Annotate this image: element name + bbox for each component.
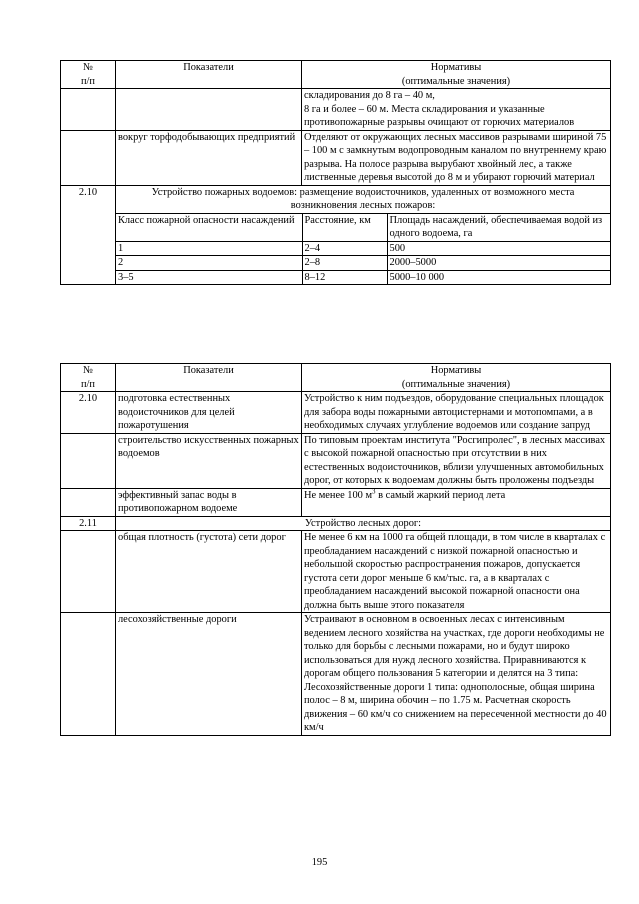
subtable-header-row — [116, 213, 610, 241]
table-row — [61, 89, 611, 131]
table-row — [61, 613, 611, 736]
row-indicator — [116, 89, 302, 131]
row-num: 2.11 — [61, 516, 116, 531]
subtable-cell: 5000–10 000 — [387, 270, 610, 284]
row-num — [61, 433, 116, 488]
subtable-cell: 2 — [116, 256, 302, 271]
cubic-superscript: 3 — [372, 487, 376, 496]
row-num: 2.10 — [61, 392, 116, 434]
header-indicators: Показатели — [116, 61, 302, 89]
subtable-cell: 500 — [387, 241, 610, 256]
table-row — [61, 488, 611, 516]
norm-text-post: в самый жаркий период лета — [375, 489, 506, 501]
row-indicator: подготовка естественных водоисточников для целей пожаротушения — [116, 392, 302, 434]
row-norm: Отделяют от окружающих лесных массивов разрывами шириной 75 – 100 м с замкнутым водопроводным каналом по внутреннему краю разрыва. На полосе разрыва вырубают хвойный лес, а также лиственные деревья высотой до 8 м и убирают горючий материал — [302, 130, 611, 185]
row-indicator: строительство искусственных пожарных водоемов — [116, 433, 302, 488]
row-norm: Устраивают в основном в освоенных лесах с интенсивным ведением лесного хозяйства на участках, где дороги необходимы не только для борьбы с лесными пожарами, но и будут широко использоваться для нужд лесного хозяйства. Приравниваются к дорогам общего пользования 5 категории и делятся на 3 типа: Лесохозяйственные дороги 1 типа: однополосные, общая ширина полос – 8 м, ширина обочин – по 1.75 м. Расчетная скорость движения – 60 км/ч со снижением на пересеченной местности до 40 км/ч — [302, 613, 611, 736]
norms-table-1 — [60, 60, 611, 285]
table-row — [61, 392, 611, 434]
row-num — [61, 488, 116, 516]
subtable-cell: 2–8 — [302, 256, 387, 271]
page-number: 195 — [311, 857, 328, 868]
subtable-cell: 8–12 — [302, 270, 387, 284]
norm-text-pre: Не менее 100 м — [304, 489, 373, 501]
header-norms: Нормативы (оптимальные значения) — [302, 364, 611, 392]
header-norms: Нормативы (оптимальные значения) — [302, 61, 611, 89]
subtable-row — [116, 241, 610, 256]
row-norm: Устройство к ним подъездов, оборудование специальных площадок для забора воды пожарными автоцистернами и мотопомпами, а в необходимых случаях углубление водоемов или создание запруд — [302, 392, 611, 434]
water-sources-subtable — [116, 213, 610, 285]
header-indicators: Показатели — [116, 364, 302, 392]
row-indicator: общая плотность (густота) сети дорог — [116, 531, 302, 613]
table-row — [61, 433, 611, 488]
row-indicator: эффективный запас воды в противопожарном водоеме — [116, 488, 302, 516]
row-num — [61, 130, 116, 185]
row-norm: По типовым проектам института "Росгипролес", в лесных массивах с высокой пожарной опасностью при отсутствии в них естественных водоисточников, вблизи улучшенных автомобильных дорог, от которых к водоемам должны быть проложены подъезды — [302, 433, 611, 488]
row-num — [61, 613, 116, 736]
row-norm — [302, 488, 611, 516]
row-num: 2.10 — [61, 185, 116, 285]
table-row-2-10 — [61, 185, 611, 285]
header-num: № п/п — [61, 61, 116, 89]
subtable-cell: 2000–5000 — [387, 256, 610, 271]
subtable-header-distance: Расстояние, км — [302, 213, 387, 241]
row-2-10-content — [116, 185, 611, 285]
subtable-cell: 2–4 — [302, 241, 387, 256]
table-row — [61, 531, 611, 613]
row-num — [61, 531, 116, 613]
row-norm: Не менее 6 км на 1000 га общей площади, в том числе в кварталах с преобладанием насаждений с низкой пожарной опасностью и небольшой скоростью распространения пожаров, допускается густота сети дорог меньше 6 км/тыс. га, а в кварталах с преобладанием насаждений высокой пожарной опасности она должна быть выше этого показателя — [302, 531, 611, 613]
table-header-row — [61, 364, 611, 392]
subtable-header-area: Площадь насаждений, обеспечиваемая водой из одного водоема, га — [389, 214, 603, 240]
subtable-cell: 1 — [116, 241, 302, 256]
table-row — [61, 130, 611, 185]
subtable-header-class: Класс пожарной опасности насаждений — [116, 213, 302, 241]
table-header-row — [61, 61, 611, 89]
subtable-row — [116, 256, 610, 271]
row-2-10-title: Устройство пожарных водоемов: размещение водоисточников, удаленных от возможного места возникновения лесных пожаров: — [151, 186, 575, 212]
row-indicator: вокруг торфодобывающих предприятий — [116, 130, 302, 185]
subtable-row — [116, 270, 610, 284]
row-indicator: лесохозяйственные дороги — [116, 613, 302, 736]
subtable-cell: 3–5 — [116, 270, 302, 284]
row-num — [61, 89, 116, 131]
row-norm: складирования до 8 га – 40 м, 8 га и более – 60 м. Места складирования и указанные противопожарные разрывы очищают от горючих материалов — [302, 89, 611, 131]
norms-table-2 — [60, 363, 611, 736]
row-2-11-title: Устройство лесных дорог: — [116, 516, 611, 531]
header-num: № п/п — [61, 364, 116, 392]
table-row-2-11 — [61, 516, 611, 531]
